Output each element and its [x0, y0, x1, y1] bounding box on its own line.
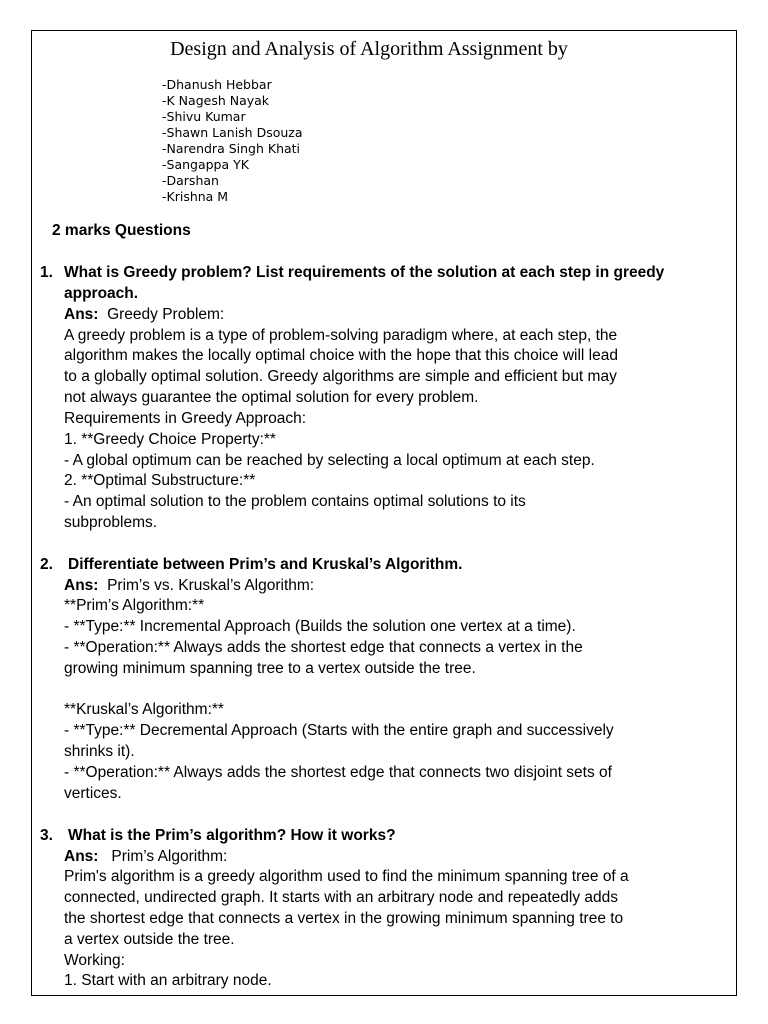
author-item: -Krishna M [162, 189, 229, 204]
question-text: approach. [64, 285, 139, 302]
section-heading: 2 marks Questions [52, 222, 191, 239]
question-text: Differentiate between Prim’s and Kruskal’s Algorithm. [68, 556, 463, 573]
author-item: -Narendra Singh Khati [162, 141, 301, 156]
answer-line: 1. Start with an arbitrary node. [64, 972, 272, 989]
answer-line: connected, undirected graph. It starts with an arbitrary node and repeatedly adds [64, 889, 619, 906]
answer-label: Ans: [64, 306, 99, 323]
answer-line: the shortest edge that connects a vertex in the growing minimum spanning tree to [64, 910, 624, 927]
answer-line: - **Operation:** Always adds the shortest edge that connects a vertex in the [64, 639, 583, 656]
answer-line: vertices. [64, 785, 122, 802]
author-item: -Sangappa YK [162, 157, 249, 172]
answer-line: - **Type:** Decremental Approach (Starts with the entire graph and successively [64, 722, 614, 739]
answer-line: 2. **Optimal Substructure:** [64, 472, 256, 489]
answer-header [64, 305, 224, 325]
answer-label: Ans: [64, 848, 99, 865]
answer-line: 1. **Greedy Choice Property:** [64, 431, 276, 448]
answer-title: Prim’s Algorithm: [111, 848, 228, 865]
document-title: Design and Analysis of Algorithm Assignment by [170, 38, 568, 60]
answer-label: Ans: [64, 577, 99, 594]
author-list [162, 77, 303, 205]
answer-line: shrinks it). [64, 743, 135, 760]
author-item: -K Nagesh Nayak [162, 93, 270, 108]
answer-line: growing minimum spanning tree to a vertex outside the tree. [64, 660, 476, 677]
question-number: 1. [40, 264, 53, 281]
answer-line: **Prim’s Algorithm:** [64, 597, 205, 614]
answer-line: - **Operation:** Always adds the shortest edge that connects two disjoint sets of [64, 764, 612, 781]
answer-line: subproblems. [64, 514, 158, 531]
answer-line: Prim's algorithm is a greedy algorithm used to find the minimum spanning tree of a [64, 868, 629, 885]
answer-line: a vertex outside the tree. [64, 931, 235, 948]
answer-line: A greedy problem is a type of problem-solving paradigm where, at each step, the [64, 327, 618, 344]
question-text: What is the Prim’s algorithm? How it works? [68, 827, 396, 844]
answer-line: algorithm makes the locally optimal choice with the hope that this choice will lead [64, 347, 618, 364]
author-item: -Shivu Kumar [162, 109, 246, 124]
question-text: What is Greedy problem? List requirements of the solution at each step in greedy [64, 264, 665, 281]
answer-header [64, 576, 314, 596]
question-number: 3. [40, 827, 53, 844]
answer-line: Working: [64, 952, 125, 969]
answer-line: - **Type:** Incremental Approach (Builds the solution one vertex at a time). [64, 618, 576, 635]
answer-line: not always guarantee the optimal solution for every problem. [64, 389, 479, 406]
answer-header [64, 847, 227, 867]
author-item: -Dhanush Hebbar [162, 77, 272, 92]
author-item: -Darshan [162, 173, 219, 188]
answer-line: - An optimal solution to the problem contains optimal solutions to its [64, 493, 526, 510]
question-number: 2. [40, 556, 53, 573]
answer-title: Greedy Problem: [107, 306, 225, 323]
answer-line: Requirements in Greedy Approach: [64, 410, 307, 427]
answer-line: to a globally optimal solution. Greedy algorithms are simple and efficient but may [64, 368, 617, 385]
answer-title: Prim’s vs. Kruskal’s Algorithm: [107, 577, 315, 594]
answer-line: - A global optimum can be reached by selecting a local optimum at each step. [64, 452, 595, 469]
answer-line: **Kruskal’s Algorithm:** [64, 701, 224, 718]
author-item: -Shawn Lanish Dsouza [162, 125, 303, 140]
